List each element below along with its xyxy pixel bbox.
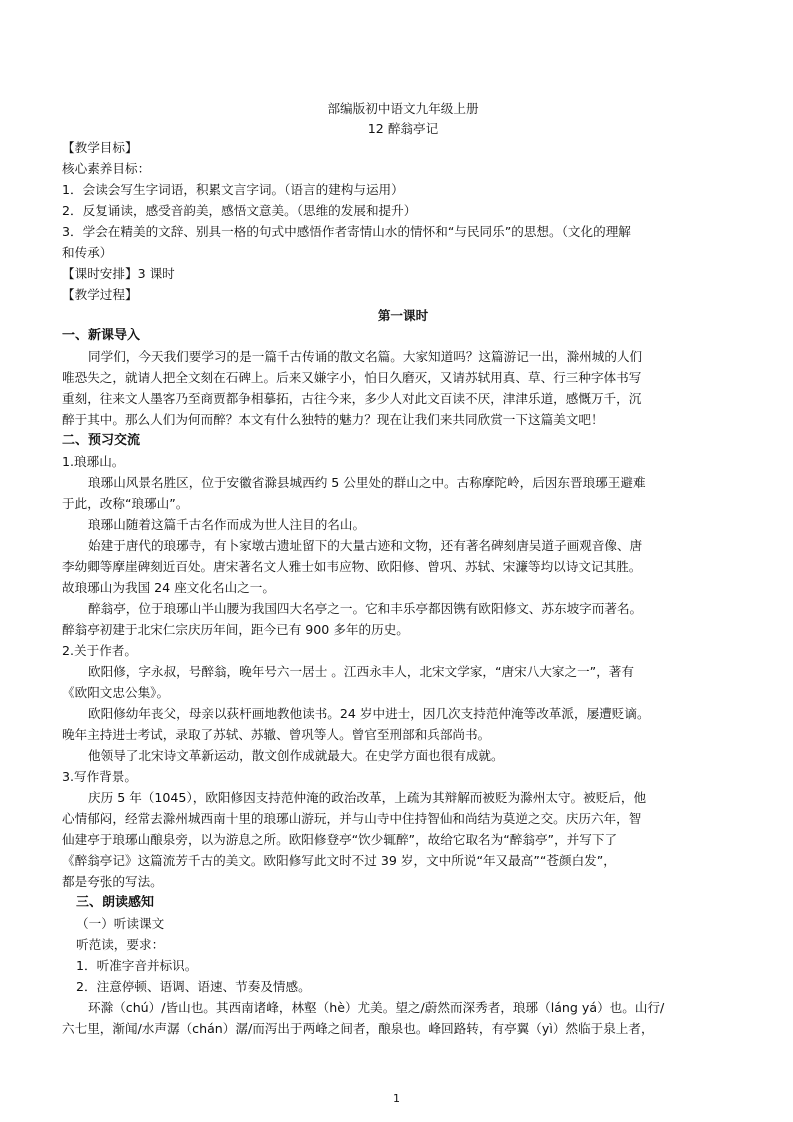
- paragraph-line: 庆历 5 年（1045），欧阳修因支持范仲淹的政治改革，上疏为其辩解而被贬为滁州太守。被贬后，他: [88, 790, 647, 805]
- paragraph-line: 于此，改称“琅琊山”。: [62, 496, 189, 511]
- paragraph-line: 琅琊山随着这篇千古名作而成为世人注目的名山。: [88, 517, 366, 532]
- paragraph-line: 《欧阳文忠公集》。: [62, 685, 170, 700]
- list-item: 1．听准字音并标识。: [76, 958, 198, 973]
- heading-intro: 一、新课导入: [62, 328, 141, 343]
- paragraph-line: 始建于唐代的琅琊寺，有卜家墩古遗址留下的大量古迹和文物，还有著名碑刻唐吴道子画观音像、唐: [88, 538, 643, 553]
- paragraph-line: 心情郁闷，经常去滁州城西南十里的琅琊山游玩，并与山寺中住持智仙和尚结为莫逆之交。庆历六年，智: [62, 811, 642, 826]
- paragraph-line: 环滁（chú）/皆山也。其西南诸峰，林壑（hè）尤美。望之/蔚然而深秀者，琅琊（láng yá）也。山行/: [88, 1000, 665, 1015]
- paragraph-line: 故琅琊山为我国 24 座文化名山之一。: [62, 580, 275, 595]
- paragraph-line: 《醉翁亭记》这篇流芳千古的美文。欧阳修写此文时不过 39 岁，文中所说“年又最高”“苍颜白发”，: [62, 853, 616, 868]
- paragraph-line: 琅琊山风景名胜区，位于安徽省滁县城西约 5 公里处的群山之中。古称摩陀岭，后因东晋琅琊王避难: [88, 475, 646, 490]
- lesson-period-heading: 第一课时: [377, 308, 429, 323]
- paragraph-line: 唯恐失之，就请人把全文刻在石碑上。后来又嫌字小，怕日久磨灭，又请苏轼用真、草、行三种字体书写: [62, 370, 642, 385]
- section-teaching-process: 【教学过程】: [62, 287, 138, 302]
- paragraph-line: 重刻，往来文人墨客乃至商贾都争相摹拓，古往今来，多少人对此文百读不厌，津津乐道，感慨万千，沉: [62, 391, 642, 406]
- lesson-title: 12 醉翁亭记: [367, 121, 439, 136]
- paragraph-line: 他领导了北宋诗文革新运动，散文创作成就最大。在史学方面也很有成就。: [88, 748, 504, 763]
- subheading: 1.琅琊山。: [62, 454, 125, 469]
- paragraph-line: 仙建亭于琅琊山酿泉旁，以为游息之所。欧阳修登亭“饮少辄醉”，故给它取名为“醉翁亭”，并写下了: [62, 832, 618, 847]
- paragraph-line: 醉于其中。那么人们为何而醉？本文有什么独特的魅力？现在让我们来共同欣赏一下这篇美文吧！: [62, 412, 604, 427]
- paragraph-line: 六七里，渐闻/水声潺（chán）潺/而泻出于两峰之间者，酿泉也。峰回路转，有亭翼（yì）然临于泉上者，: [62, 1021, 654, 1036]
- text-line: 听范读，要求：: [76, 937, 165, 952]
- subheading: 2.关于作者。: [62, 643, 137, 658]
- paragraph-line: 醉翁亭，位于琅琊山半山腰为我国四大名亭之一。它和丰乐亭都因镌有欧阳修文、苏东坡字而著名。: [88, 601, 643, 616]
- paragraph-line: 欧阳修幼年丧父，母亲以荻杆画地教他读书。24 岁中进士，因几次支持范仲淹等改革派，屡遭贬谪。: [88, 706, 650, 721]
- heading-preview: 二、预习交流: [62, 433, 141, 448]
- section-teaching-goals: 【教学目标】: [62, 140, 138, 155]
- goal-item-1: 1．会读会写生字词语，积累文言字词。（语言的建构与运用）: [62, 182, 404, 197]
- section-schedule: 【课时安排】3 课时: [62, 266, 175, 281]
- paragraph-line: 都是夸张的写法。: [62, 874, 163, 889]
- goal-item-3: 3．学会在精美的文辞、别具一格的句式中感悟作者寄情山水的情怀和“与民同乐”的思想。（文化的理解: [62, 224, 631, 239]
- paragraph-line: 晚年主持进士考试，录取了苏轼、苏辙、曾巩等人。曾官至刑部和兵部尚书。: [62, 727, 491, 742]
- text-line: 核心素养目标：: [62, 161, 151, 176]
- paragraph-line: 李幼卿等摩崖碑刻近百处。唐宋著名文人雅士如韦应物、欧阳修、曾巩、苏轼、宋濂等均以诗文记其胜。: [62, 559, 642, 574]
- paragraph-line: 醉翁亭初建于北宋仁宗庆历年间，距今已有 900 多年的历史。: [62, 622, 409, 637]
- document-title: 部编版初中语文九年级上册: [327, 101, 479, 116]
- subheading: （一）听读课文: [76, 916, 165, 931]
- paragraph-line: 欧阳修，字永叔，号醉翁，晚年号六一居士 。江西永丰人，北宋文学家，“唐宋八大家之一”，著有: [88, 664, 634, 679]
- page-number: 1: [393, 1092, 400, 1105]
- list-item: 2．注意停顿、语调、语速、节奏及情感。: [76, 979, 311, 994]
- heading-reading: 三、朗读感知: [76, 895, 155, 910]
- goal-item-2: 2．反复诵读，感受音韵美，感悟文意美。（思维的发展和提升）: [62, 203, 417, 218]
- paragraph-line: 同学们，今天我们要学习的是一篇千古传诵的散文名篇。大家知道吗？这篇游记一出，滁州城的人们: [88, 349, 643, 364]
- text-line: 和传承）: [62, 245, 113, 260]
- subheading: 3.写作背景。: [62, 769, 137, 784]
